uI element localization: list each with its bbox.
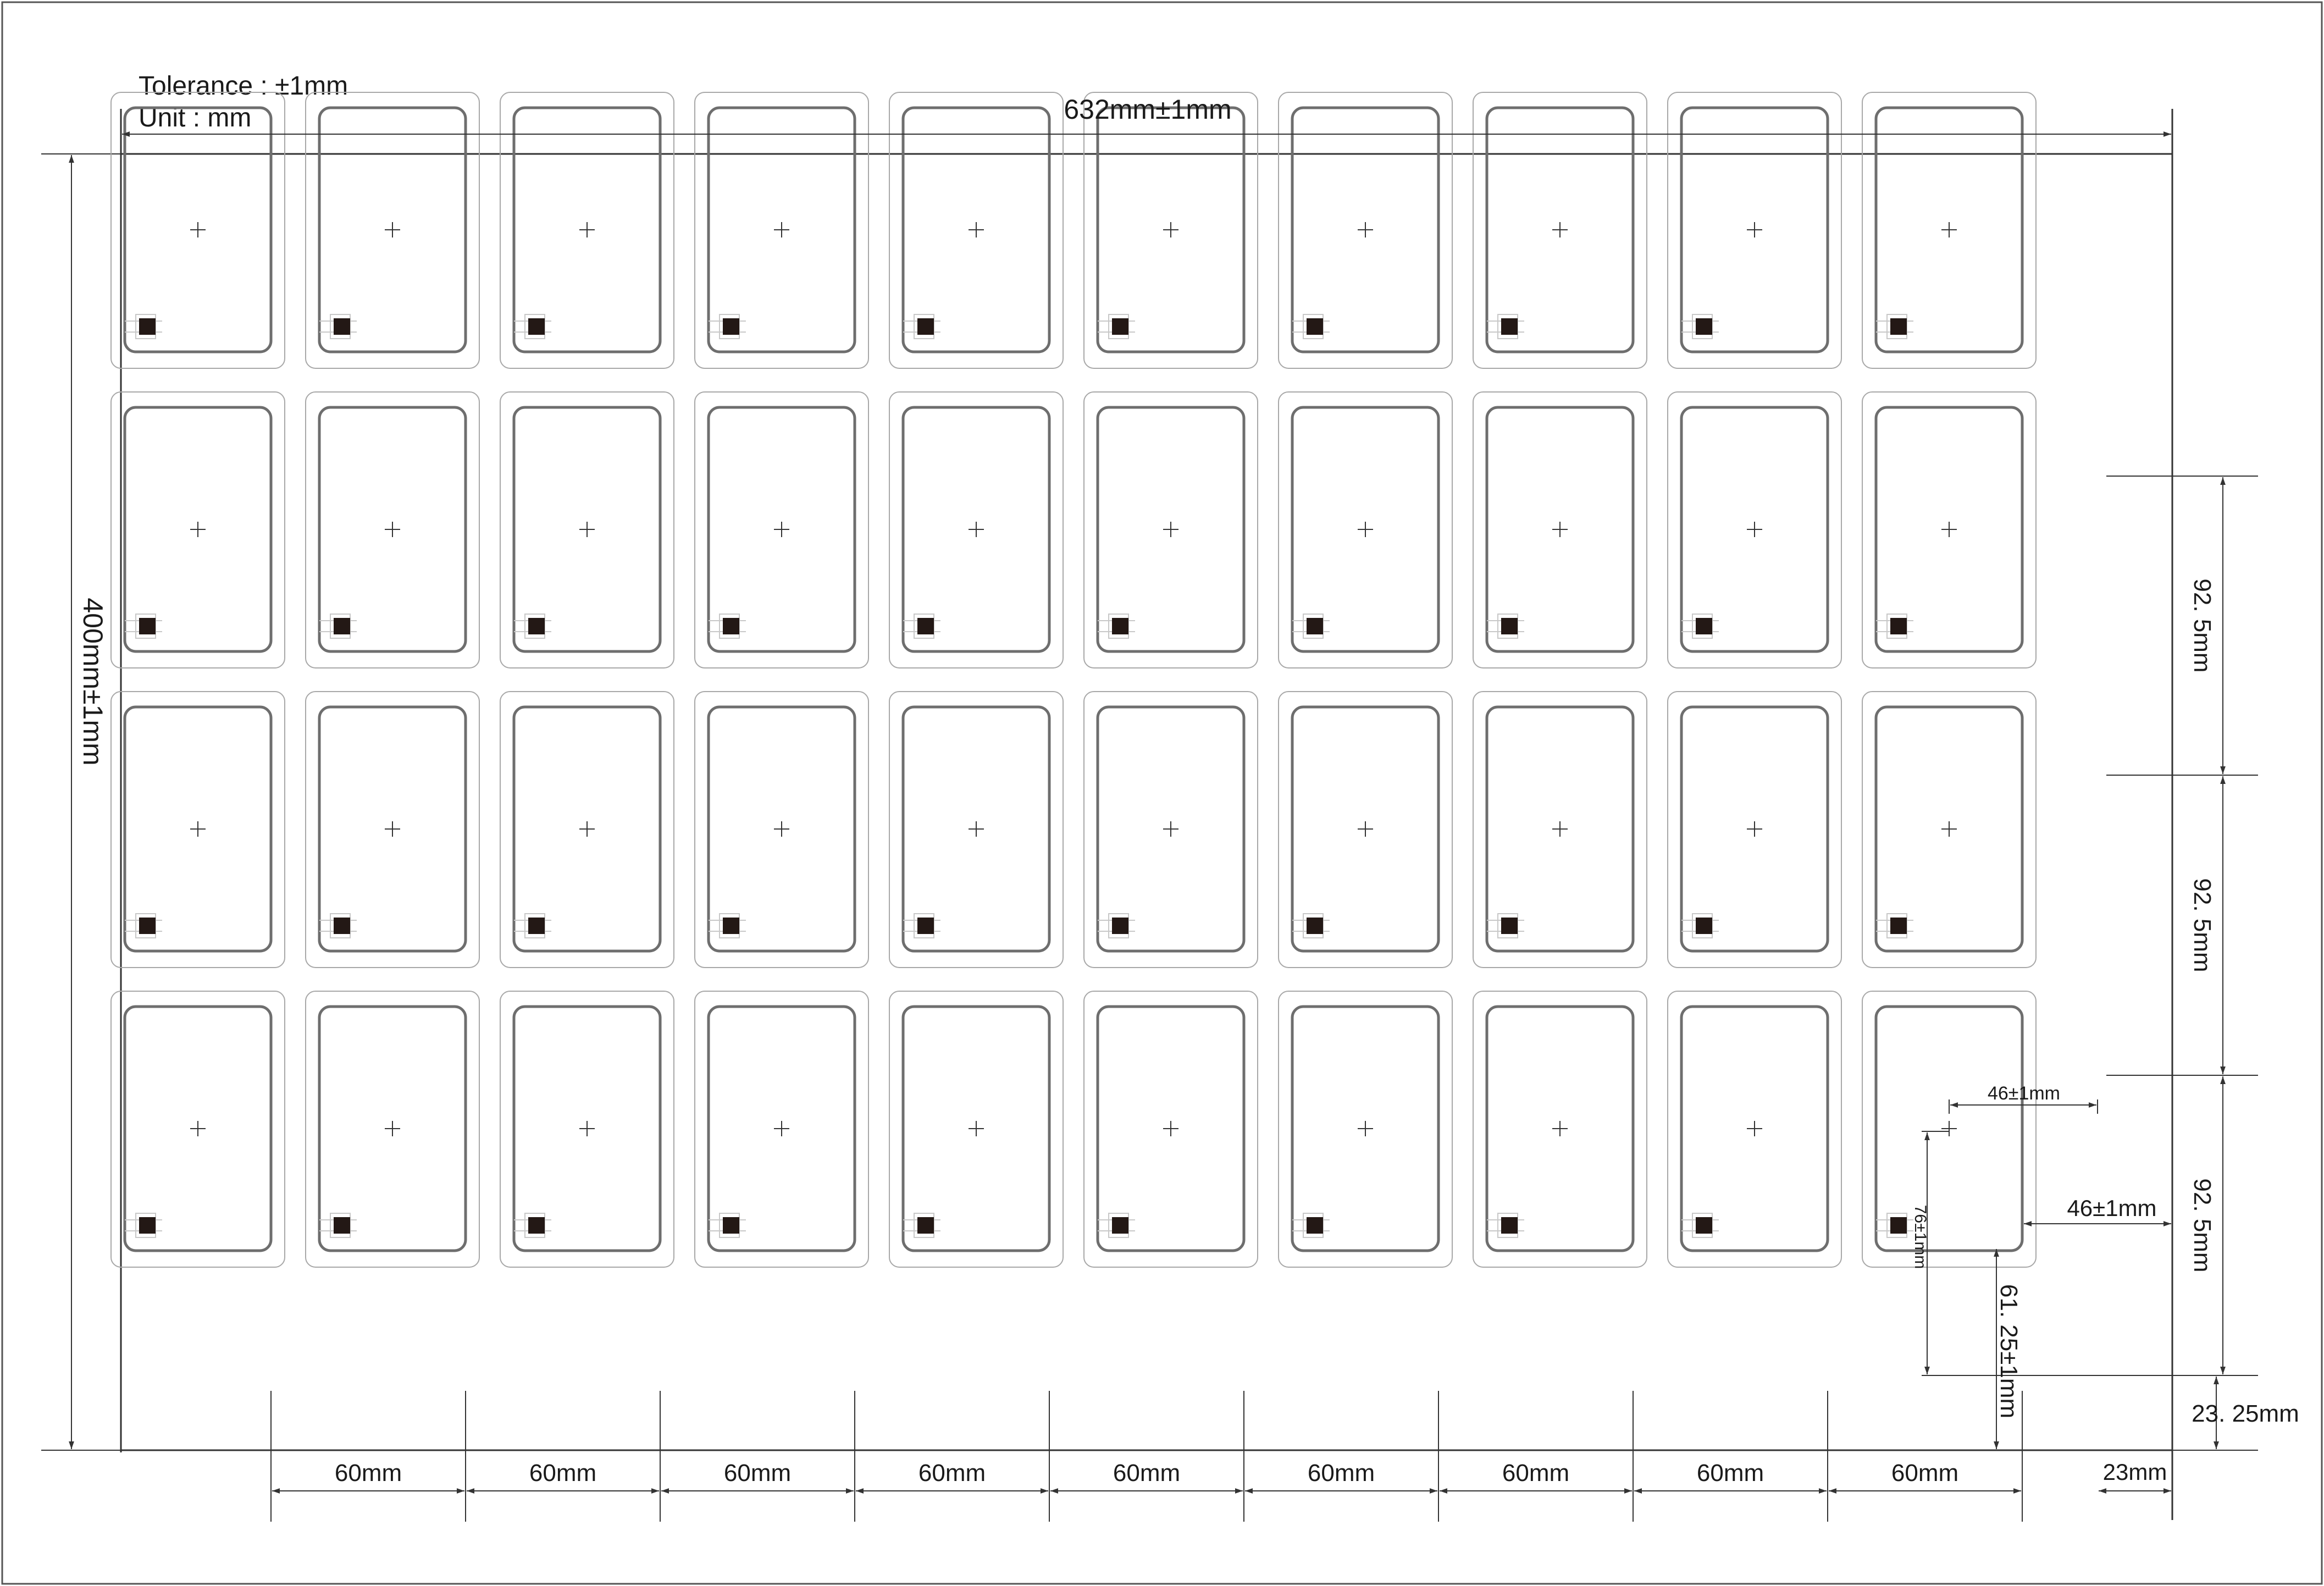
card-cell: [889, 392, 1063, 668]
center-crosshair: [969, 821, 984, 837]
chip-module: [1098, 614, 1135, 638]
card-cell: [1473, 392, 1647, 668]
chip-module: [1292, 1213, 1330, 1237]
chip-module: [319, 314, 357, 339]
card-height-label: 76±1mm: [1911, 1204, 1929, 1269]
chip-module: [1098, 914, 1135, 938]
chip-module: [1292, 314, 1330, 339]
chip-module: [903, 614, 940, 638]
card-cell: [1279, 991, 1452, 1267]
card-cell: [111, 991, 285, 1267]
center-crosshair: [579, 821, 595, 837]
chip-module: [1487, 614, 1524, 638]
center-crosshair: [385, 222, 400, 237]
chip-module: [709, 614, 746, 638]
card-cell: [500, 392, 674, 668]
column-pitch-dimension: [856, 1460, 1048, 1491]
card-cell: [500, 692, 674, 968]
column-pitch-dimensions: [271, 1391, 2022, 1522]
center-crosshair: [774, 821, 789, 837]
column-pitch-dimension: [1634, 1460, 1827, 1491]
column-pitch-dimension: [1050, 1460, 1243, 1491]
center-crosshair: [1163, 821, 1178, 837]
card-cell: [1279, 392, 1452, 668]
card-cell: [889, 991, 1063, 1267]
chip-module: [1098, 1213, 1135, 1237]
chip-module: [1876, 614, 1913, 638]
chip-module: [903, 914, 940, 938]
card-cell: [695, 392, 868, 668]
chip-module: [125, 1213, 162, 1237]
chip-module: [319, 614, 357, 638]
card-cell: [1668, 692, 1841, 968]
center-crosshair: [774, 222, 789, 237]
chip-x-dimension: [2024, 1195, 2171, 1224]
bottom-margin-label: 23. 25mm: [2192, 1400, 2299, 1427]
right-margin-label: 23mm: [2102, 1459, 2167, 1485]
center-crosshair: [1358, 222, 1373, 237]
sheet-height-dimension: [71, 155, 108, 1449]
card-width-label: 46±1mm: [1987, 1083, 2061, 1104]
center-crosshair: [1747, 1121, 1762, 1136]
center-crosshair: [1163, 1121, 1178, 1136]
chip-module: [1681, 614, 1719, 638]
chip-module: [514, 914, 551, 938]
chip-module: [319, 914, 357, 938]
center-crosshair: [190, 821, 206, 837]
card-cell: [1668, 392, 1841, 668]
chip-x-label: 46±1mm: [2067, 1195, 2157, 1221]
card-cell: [1279, 692, 1452, 968]
card-cell: [1084, 692, 1258, 968]
chip-module: [125, 314, 162, 339]
center-crosshair: [1941, 522, 1957, 537]
chip-module: [514, 614, 551, 638]
center-crosshair: [1358, 522, 1373, 537]
center-crosshair: [1747, 821, 1762, 837]
row-pitch-dimensions: [2189, 477, 2223, 1374]
column-pitch-label: 60mm: [918, 1460, 986, 1486]
chip-module: [125, 614, 162, 638]
page-frame: [2, 2, 2322, 1584]
chip-module: [709, 914, 746, 938]
center-crosshair: [385, 522, 400, 537]
row-pitch-label: 92. 5mm: [2189, 878, 2216, 972]
column-pitch-dimension: [1440, 1460, 1632, 1491]
center-crosshair: [190, 522, 206, 537]
center-crosshair: [1941, 222, 1957, 237]
card-cell: [306, 991, 479, 1267]
chip-module: [319, 1213, 357, 1237]
center-crosshair: [1747, 522, 1762, 537]
chip-y-label: 61. 25±1mm: [1995, 1284, 2022, 1419]
chip-module: [1876, 314, 1913, 339]
center-crosshair: [385, 1121, 400, 1136]
center-crosshair: [774, 1121, 789, 1136]
bottom-margin-dimension: [2192, 1377, 2299, 1449]
column-pitch-dimension: [661, 1460, 854, 1491]
card-cell: [1473, 692, 1647, 968]
card-cell: [111, 692, 285, 968]
column-pitch-label: 60mm: [1891, 1460, 1959, 1486]
chip-module: [514, 314, 551, 339]
chip-module: [514, 1213, 551, 1237]
chip-module: [125, 914, 162, 938]
card-cell: [1084, 991, 1258, 1267]
center-crosshair: [579, 522, 595, 537]
card-cell: [306, 692, 479, 968]
center-crosshair: [190, 1121, 206, 1136]
chip-module: [1487, 314, 1524, 339]
center-crosshair: [774, 522, 789, 537]
center-crosshair: [190, 222, 206, 237]
column-pitch-dimension: [467, 1460, 659, 1491]
center-crosshair: [1358, 821, 1373, 837]
sheet-width-dimension: [122, 94, 2171, 134]
card-cell: [889, 692, 1063, 968]
card-height-dimension: [1911, 1131, 1949, 1375]
center-crosshair: [579, 1121, 595, 1136]
chip-module: [1487, 1213, 1524, 1237]
chip-y-dimension: [1995, 1249, 2022, 1449]
center-crosshair: [1552, 1121, 1568, 1136]
card-cell: [1668, 991, 1841, 1267]
sheet-outline: [121, 109, 2172, 1520]
center-crosshair: [1747, 222, 1762, 237]
column-pitch-dimension: [1829, 1460, 2021, 1491]
card-cell: [695, 692, 868, 968]
center-crosshair: [969, 1121, 984, 1136]
row-pitch-dimension: [2189, 1076, 2223, 1374]
chip-module: [1098, 314, 1135, 339]
center-crosshair: [969, 522, 984, 537]
card-cell: [306, 392, 479, 668]
tolerance-note: Tolerance : ±1mm: [139, 71, 348, 101]
row-pitch-dimension: [2189, 477, 2223, 774]
column-pitch-label: 60mm: [1696, 1460, 1764, 1486]
chip-module: [709, 1213, 746, 1237]
row-pitch-dimension: [2189, 776, 2223, 1074]
card-cell: [1862, 692, 2036, 968]
column-pitch-dimension: [272, 1460, 464, 1491]
chip-module: [1292, 914, 1330, 938]
chip-module: [1681, 914, 1719, 938]
chip-module: [1681, 314, 1719, 339]
center-crosshair: [1941, 1121, 1957, 1136]
center-crosshair: [1552, 821, 1568, 837]
chip-module: [903, 314, 940, 339]
chip-module: [709, 314, 746, 339]
row-pitch-label: 92. 5mm: [2189, 578, 2216, 673]
card-cell: [500, 991, 674, 1267]
chip-module: [1487, 914, 1524, 938]
column-pitch-label: 60mm: [1307, 1460, 1375, 1486]
row-pitch-label: 92. 5mm: [2189, 1178, 2216, 1273]
chip-module: [903, 1213, 940, 1237]
chip-module: [1681, 1213, 1719, 1237]
center-crosshair: [1552, 222, 1568, 237]
sheet-width-label: 632mm±1mm: [1064, 94, 1232, 125]
chip-module: [1292, 614, 1330, 638]
chip-module: [1876, 914, 1913, 938]
sheet-height-label: 400mm±1mm: [78, 598, 108, 766]
center-crosshair: [1552, 522, 1568, 537]
column-pitch-label: 60mm: [723, 1460, 792, 1486]
column-pitch-label: 60mm: [529, 1460, 597, 1486]
right-margin-dimension: [2099, 1459, 2171, 1491]
unit-note: Unit : mm: [139, 103, 252, 132]
chip-module: [1876, 1213, 1913, 1237]
center-crosshair: [579, 222, 595, 237]
center-crosshair: [1163, 222, 1178, 237]
card-cell: [1862, 991, 2036, 1267]
column-pitch-label: 60mm: [1113, 1460, 1181, 1486]
center-crosshair: [1941, 821, 1957, 837]
card-cell: [111, 392, 285, 668]
card-cell: [1084, 392, 1258, 668]
card-grid: [111, 92, 2036, 1267]
column-pitch-label: 60mm: [1502, 1460, 1570, 1486]
column-pitch-label: 60mm: [334, 1460, 402, 1486]
card-cell: [1862, 392, 2036, 668]
center-crosshair: [1163, 522, 1178, 537]
center-crosshair: [969, 222, 984, 237]
center-crosshair: [1358, 1121, 1373, 1136]
card-cell: [695, 991, 868, 1267]
card-cell: [1473, 991, 1647, 1267]
column-pitch-dimension: [1245, 1460, 1437, 1491]
center-crosshair: [385, 821, 400, 837]
